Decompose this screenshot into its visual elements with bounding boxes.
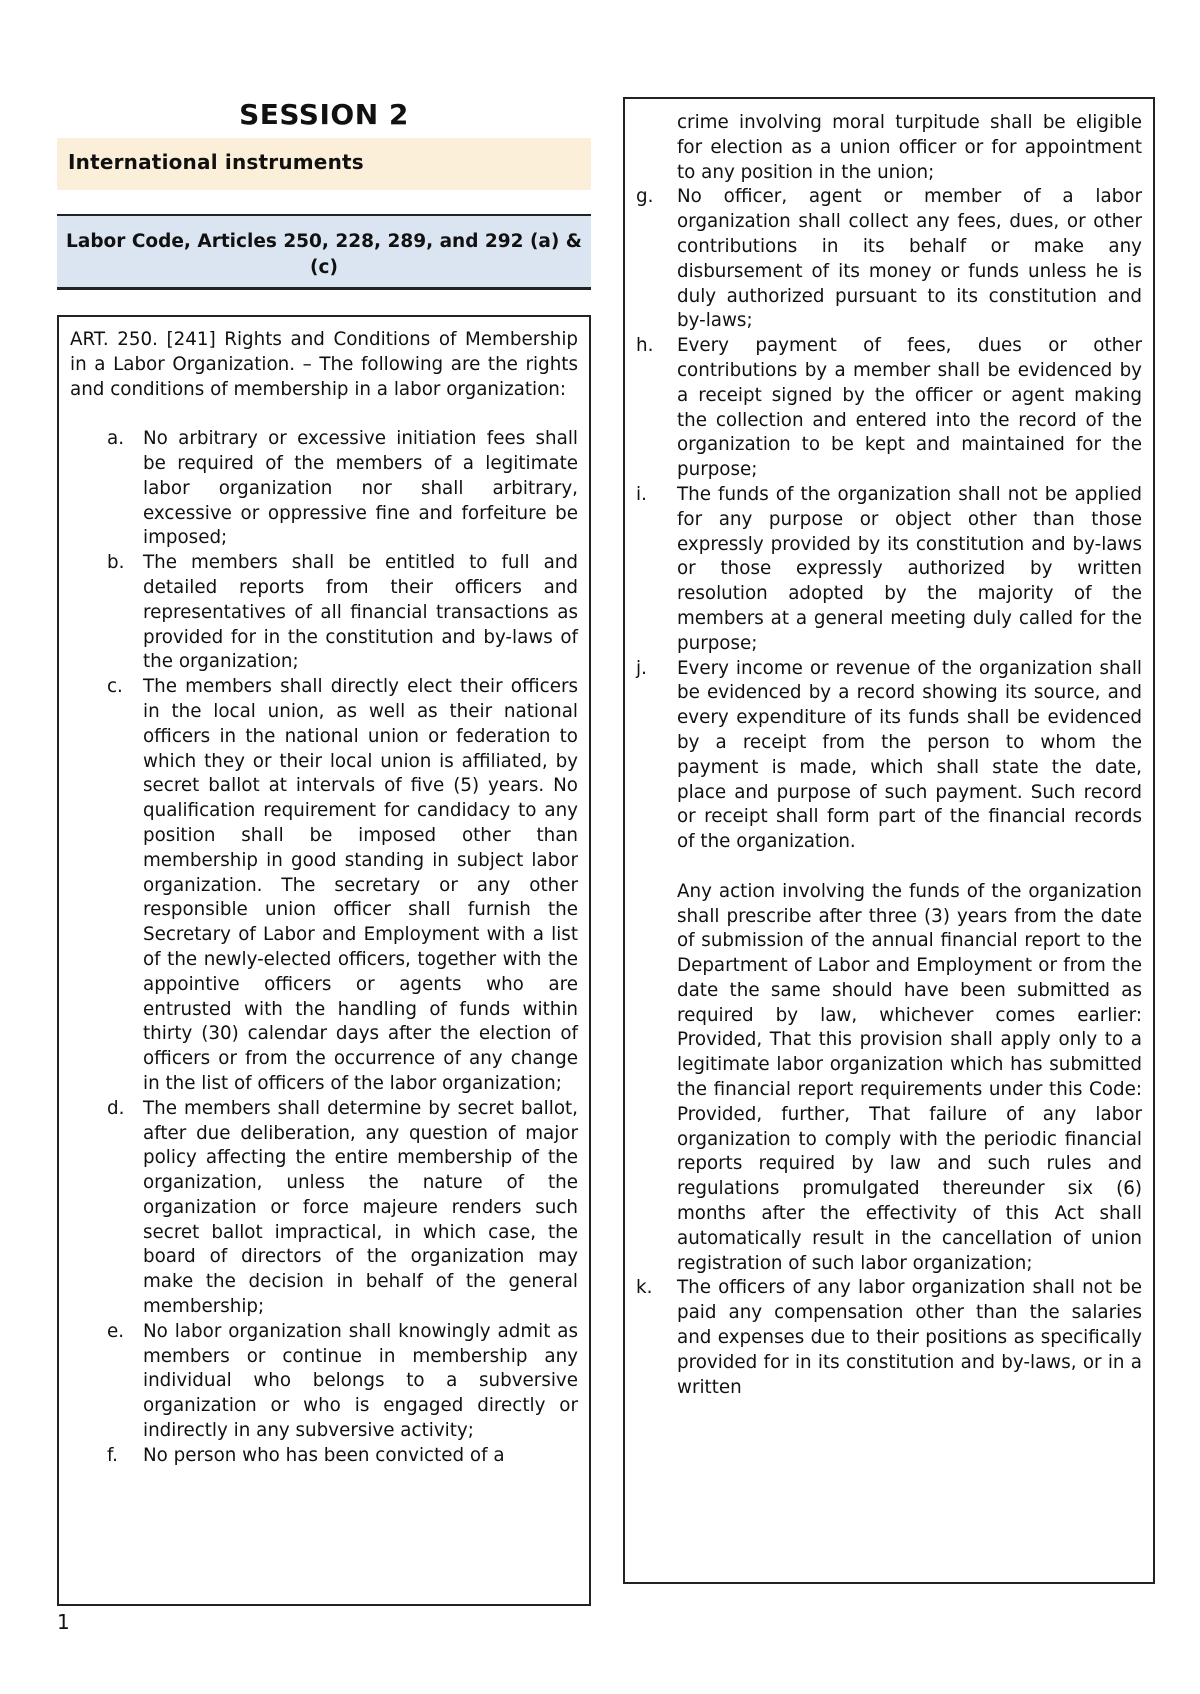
item-marker: k. xyxy=(636,1277,653,1299)
item-text: The members shall directly elect their officers in the local union, as well as their national officers in the national union or federation to which they or their local union is affiliated, by secret ballot at intervals of five (5) years. No qualification requirement for candidacy to any position shall be imposed other than membership in good standing in subject labor organization. The secretary or any other responsible union officer shall furnish the Secretary of Labor and Employment with a list of the newly-elected officers, together with the appointive officers or agents who are entrusted with the handling of funds within thirty (30) calendar days after the election of officers or from the occurrence of any change in the list of officers of the labor organization; xyxy=(143,676,578,1094)
item-marker: b. xyxy=(107,552,125,574)
list-item xyxy=(636,185,1142,334)
list-item xyxy=(70,1444,578,1469)
item-marker: i. xyxy=(636,483,647,505)
item-marker: c. xyxy=(107,676,123,698)
item-text: The officers of any labor organization shall not be paid any compensation other than the salaries and expenses due to their positions as specifically provided for in its constitution and by-laws, or in a written xyxy=(677,1277,1142,1398)
list-item xyxy=(636,483,1142,657)
item-j-paragraph: Any action involving the funds of the organization shall prescribe after three (3) years from the date of submission of the annual financial report to the Department of Labor and Employment or from the date the same should have been submitted as required by law, whichever comes earlier: Provided, That this provision shall apply only to a legitimate labor organization which has submitted the financial report requirements under this Code: Provided, further, That failure of any labor organization to comply with the periodic financial reports required by law and such rules and regulations promulgated thereunder six (6) months after the effectivity of this Act shall automatically result in the cancellation of union registration of such labor organization; xyxy=(677,880,1142,1274)
item-text: No person who has been convicted of a xyxy=(143,1444,505,1466)
item-text: Every income or revenue of the organization shall be evidenced by a record showing its source, and every expenditure of its funds shall be evidenced by a receipt from the person to whom the payment is made, which shall state the date, place and purpose of such payment. Such record or receipt shall form part of the financial records of the organization. xyxy=(677,657,1142,853)
session-title: SESSION 2 xyxy=(239,98,409,131)
item-text: No arbitrary or excessive initiation fees shall be required of the members of a legitimate labor organization nor shall arbitrary, excessive or oppressive fine and forfeiture be imposed; xyxy=(143,428,578,549)
item-marker: d. xyxy=(107,1097,125,1119)
spacer xyxy=(677,855,1142,880)
item-marker: h. xyxy=(636,335,654,357)
item-text: No officer, agent or member of a labor organization shall collect any fees, dues, or other contributions in its behalf or make any disbursement of its money or funds unless he is duly authorized pursuant to its constitution and by-laws; xyxy=(677,186,1142,332)
item-marker: j. xyxy=(636,657,647,679)
item-f-continuation: crime involving moral turpitude shall be eligible for election as a union officer or for appointment to any position in the union; xyxy=(677,112,1142,183)
page-number: 1 xyxy=(57,1610,70,1634)
list-item xyxy=(70,1320,578,1444)
item-marker: g. xyxy=(636,186,654,208)
item-text: Every payment of fees, dues or other contributions by a member shall be evidenced by a receipt signed by the officer or agent making the collection and entered into the record of the organization to be kept and maintained for the purpose; xyxy=(677,335,1142,481)
item-text: No labor organization shall knowingly admit as members or continue in membership any individual who belongs to a subversive organization or who is engaged directly or indirectly in any subversive activity; xyxy=(143,1320,578,1442)
item-marker: f. xyxy=(107,1444,118,1466)
left-item-list xyxy=(70,427,578,1468)
item-text: The members shall be entitled to full and detailed reports from their officers and representatives of all financial transactions as provided for in the constitution and by-laws of the organization; xyxy=(143,552,578,673)
list-item xyxy=(636,334,1142,483)
right-item-list xyxy=(636,185,1142,1400)
article-heading: Labor Code, Articles 250, 228, 289, and 292 (a) & (c) xyxy=(57,214,591,290)
item-text: The funds of the organization shall not be applied for any purpose or object other than those expressly provided by its constitution and by-laws or those expressly authorized by written resolution adopted by the majority of the members at a general meeting duly called for the purpose; xyxy=(677,483,1142,654)
list-item xyxy=(70,1097,578,1320)
list-item xyxy=(70,675,578,1097)
list-item xyxy=(70,551,578,675)
item-text: The members shall determine by secret ballot, after due deliberation, any question of major policy affecting the entire membership of the organization, unless the nature of the organization or force majeure renders such secret ballot impractical, in which case, the board of directors of the organization may make the decision in behalf of the general membership; xyxy=(143,1097,578,1318)
left-column-box xyxy=(57,315,591,1606)
item-marker: a. xyxy=(107,428,125,450)
article-intro: ART. 250. [241] Rights and Conditions of Membership in a Labor Organization. – The following are the rights and conditions of membership in a labor organization: xyxy=(70,329,578,400)
list-item xyxy=(636,1276,1142,1400)
item-marker: e. xyxy=(107,1320,125,1342)
section-title: International instruments xyxy=(57,138,591,190)
spacer xyxy=(70,402,578,427)
list-item xyxy=(70,427,578,551)
list-item xyxy=(636,657,1142,1277)
right-column-box xyxy=(623,97,1155,1584)
